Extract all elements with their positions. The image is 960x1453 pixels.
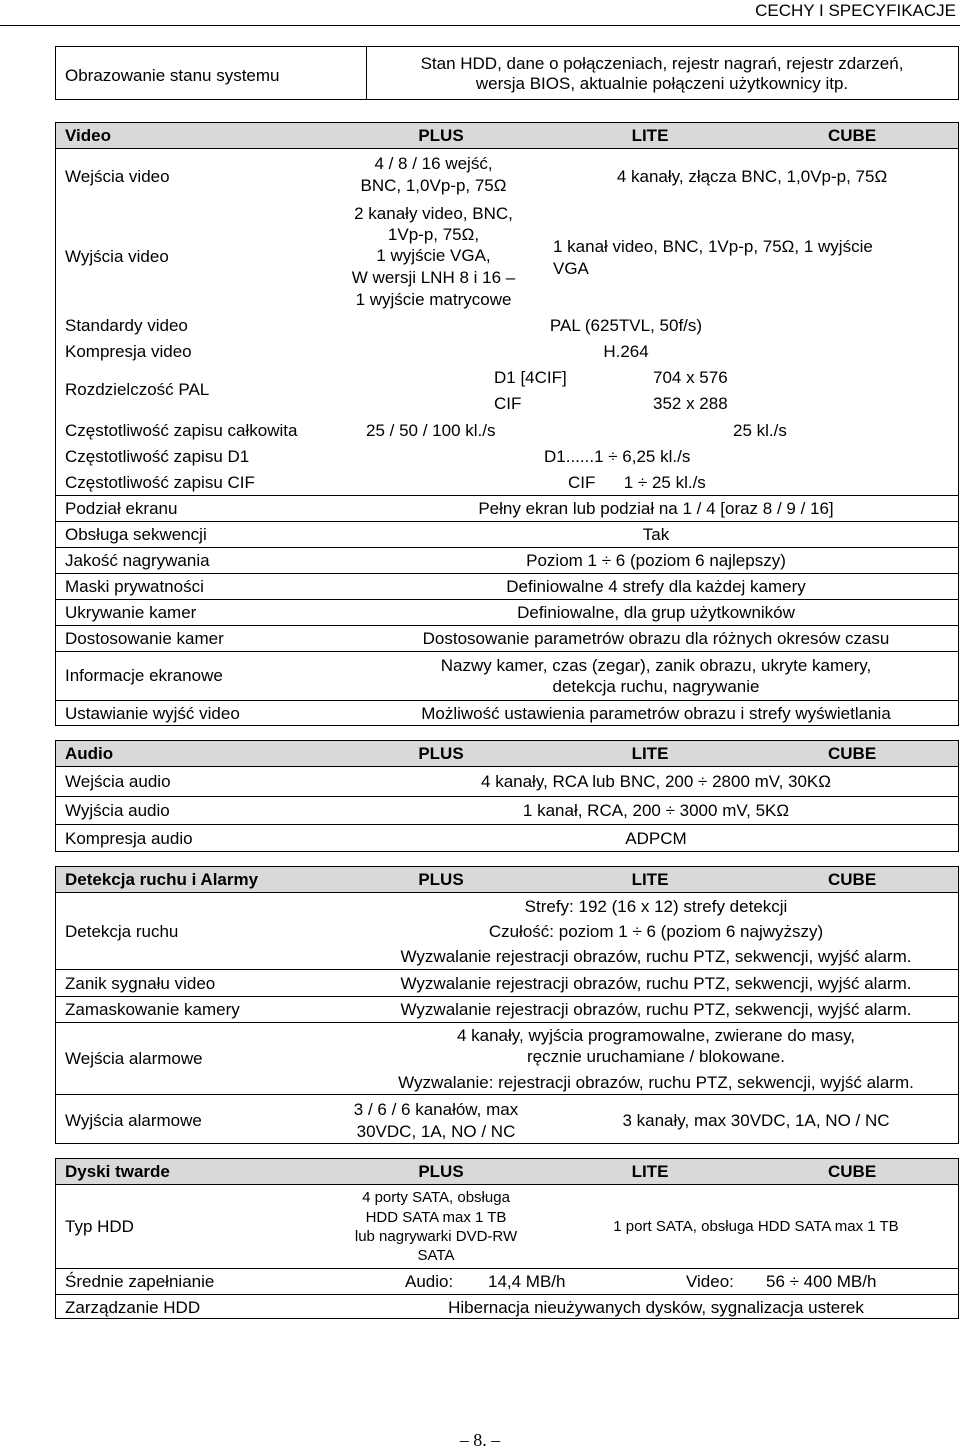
motion-label: Detekcja ruchu bbox=[65, 922, 179, 941]
signal-loss-value: Wyzwalanie rejestracji obrazów, ruchu PTZ, sekwencji, wyjść alarm. bbox=[400, 974, 912, 993]
video-row-label: Jakość nagrywania bbox=[65, 551, 210, 570]
audio-table bbox=[55, 740, 959, 852]
motion-line3: Wyzwalanie rejestracji obrazów, ruchu PTZ, sekwencji, wyjść alarm. bbox=[400, 947, 912, 966]
audio-row-label: Wyjścia audio bbox=[65, 801, 170, 820]
row-rule bbox=[56, 969, 958, 970]
row-rule bbox=[56, 521, 958, 522]
osd-value-line1: Nazwy kamer, czas (zegar), zanik obrazu, ukryte kamery, bbox=[440, 656, 872, 675]
signal-loss-label: Zanik sygnału video bbox=[65, 974, 216, 993]
system-status-value-line2: wersja BIOS, aktualnie połączeni użytkownicy itp. bbox=[475, 74, 849, 93]
video-outputs-rest-line1: 1 kanał video, BNC, 1Vp-p, 75Ω, 1 wyjście bbox=[553, 237, 873, 256]
alarm-head-cube: CUBE bbox=[828, 870, 877, 889]
row-rule bbox=[56, 1294, 958, 1295]
hdd-fill-label: Średnie zapełnianie bbox=[65, 1272, 215, 1291]
row-rule bbox=[56, 573, 958, 574]
video-table bbox=[55, 122, 959, 726]
system-status-table bbox=[55, 46, 959, 100]
alarm-table bbox=[55, 866, 959, 1144]
audio-head-label: Audio bbox=[65, 744, 114, 763]
video-standard-label: Standardy video bbox=[65, 316, 188, 335]
rate-cif-label: Częstotliwość zapisu CIF bbox=[65, 473, 255, 492]
alarm-head-plus: PLUS bbox=[418, 870, 464, 889]
audio-row-label: Kompresja audio bbox=[65, 829, 193, 848]
video-inputs-rest: 4 kanały, złącza BNC, 1,0Vp-p, 75Ω bbox=[616, 167, 888, 186]
alarm-outputs-plus-line1: 3 / 6 / 6 kanałów, max bbox=[353, 1100, 519, 1119]
hdd-mgmt-value: Hibernacja nieużywanych dysków, sygnalizacja usterek bbox=[448, 1298, 864, 1317]
video-resolution-d1: D1 [4CIF] bbox=[494, 368, 567, 387]
video-row-label: Ukrywanie kamer bbox=[65, 603, 197, 622]
row-rule bbox=[56, 547, 958, 548]
hdd-type-label: Typ HDD bbox=[65, 1217, 134, 1236]
rate-total-plus: 25 / 50 / 100 kl./s bbox=[366, 421, 496, 440]
audio-head-plus: PLUS bbox=[418, 744, 464, 763]
video-row-label: Obsługa sekwencji bbox=[65, 525, 207, 544]
hdd-fill-audio-value: 14,4 MB/h bbox=[488, 1272, 566, 1291]
video-resolution-cif: CIF bbox=[494, 394, 522, 413]
camera-mask-label: Zamaskowanie kamery bbox=[65, 1000, 240, 1019]
video-row-value: Pełny ekran lub podział na 1 / 4 [oraz 8 / 9 / 16] bbox=[478, 499, 834, 518]
output-setting-label: Ustawianie wyjść video bbox=[65, 704, 240, 723]
video-outputs-rest-line2: VGA bbox=[553, 259, 589, 278]
video-outputs-plus-line4: W wersji LNH 8 i 16 – bbox=[351, 268, 516, 287]
row-rule bbox=[56, 625, 958, 626]
audio-row-value: 4 kanały, RCA lub BNC, 200 ÷ 2800 mV, 30KΩ bbox=[481, 772, 831, 791]
rate-d1-value: D1......1 ÷ 6,25 kl./s bbox=[544, 447, 691, 466]
alarm-outputs-rest: 3 kanały, max 30VDC, 1A, NO / NC bbox=[622, 1111, 890, 1130]
video-outputs-plus-line1: 2 kanały video, BNC, bbox=[354, 204, 513, 223]
section-header: CECHY I SPECYFIKACJE bbox=[755, 1, 956, 20]
alarm-head-lite: LITE bbox=[631, 870, 669, 889]
video-row-value: Definiowalne 4 strefy dla każdej kamery bbox=[506, 577, 806, 596]
audio-row-value: ADPCM bbox=[625, 829, 687, 848]
alarm-inputs-line3: Wyzwalanie: rejestracji obrazów, ruchu PTZ, sekwencji, wyjść alarm. bbox=[398, 1073, 914, 1092]
alarm-outputs-plus-line2: 30VDC, 1A, NO / NC bbox=[356, 1122, 516, 1141]
video-row-value: Definiowalne, dla grup użytkowników bbox=[517, 603, 795, 622]
row-rule bbox=[56, 1268, 958, 1269]
video-resolution-label: Rozdzielczość PAL bbox=[65, 380, 210, 399]
system-status-label: Obrazowanie stanu systemu bbox=[65, 66, 280, 85]
video-head-cube: CUBE bbox=[828, 126, 877, 145]
row-rule bbox=[56, 1094, 958, 1095]
system-status-value-line1: Stan HDD, dane o połączeniach, rejestr nagrań, rejestr zdarzeń, bbox=[420, 54, 904, 73]
hdd-table bbox=[55, 1158, 959, 1319]
hdd-head-plus: PLUS bbox=[418, 1162, 464, 1181]
hdd-fill-audio-label: Audio: bbox=[405, 1272, 454, 1291]
header-rule bbox=[0, 25, 960, 26]
row-rule bbox=[56, 495, 958, 496]
camera-mask-value: Wyzwalanie rejestracji obrazów, ruchu PTZ, sekwencji, wyjść alarm. bbox=[400, 1000, 912, 1019]
audio-row-label: Wejścia audio bbox=[65, 772, 171, 791]
rate-total-label: Częstotliwość zapisu całkowita bbox=[65, 421, 298, 440]
rate-total-rest: 25 kl./s bbox=[733, 421, 787, 440]
audio-row-value: 1 kanał, RCA, 200 ÷ 3000 mV, 5KΩ bbox=[522, 801, 790, 820]
video-row-value: Poziom 1 ÷ 6 (poziom 6 najlepszy) bbox=[526, 551, 786, 570]
video-resolution-cif-value: 352 x 288 bbox=[653, 394, 728, 413]
alarm-inputs-line1: 4 kanały, wyjścia programowalne, zwierane do masy, bbox=[456, 1026, 856, 1045]
row-rule bbox=[56, 824, 958, 825]
video-standard-value: PAL (625TVL, 50f/s) bbox=[549, 316, 703, 335]
rate-cif-value: CIF 1 ÷ 25 kl./s bbox=[568, 473, 706, 492]
alarm-head-label: Detekcja ruchu i Alarmy bbox=[65, 870, 259, 889]
hdd-mgmt-label: Zarządzanie HDD bbox=[65, 1298, 201, 1317]
osd-value-line2: detekcja ruchu, nagrywanie bbox=[552, 677, 760, 696]
page-number: – 8. – bbox=[459, 1430, 501, 1450]
video-inputs-plus-line2: BNC, 1,0Vp-p, 75Ω bbox=[360, 176, 507, 195]
hdd-type-plus-line3: lub nagrywarki DVD-RW bbox=[354, 1228, 518, 1245]
video-inputs-plus-line1: 4 / 8 / 16 wejść, bbox=[374, 154, 493, 173]
video-row-label: Podział ekranu bbox=[65, 499, 178, 518]
video-resolution-d1-value: 704 x 576 bbox=[653, 368, 728, 387]
output-setting-value: Możliwość ustawienia parametrów obrazu i strefy wyświetlania bbox=[421, 704, 891, 723]
hdd-type-rest: 1 port SATA, obsługa HDD SATA max 1 TB bbox=[613, 1218, 899, 1235]
motion-line2: Czułość: poziom 1 ÷ 6 (poziom 6 najwyższy) bbox=[488, 922, 824, 941]
hdd-fill-video-label: Video: bbox=[686, 1272, 734, 1291]
motion-line1: Strefy: 192 (16 x 12) strefy detekcji bbox=[524, 897, 788, 916]
row-rule bbox=[56, 1022, 958, 1023]
video-inputs-label: Wejścia video bbox=[65, 167, 170, 186]
alarm-inputs-label: Wejścia alarmowe bbox=[65, 1049, 203, 1068]
hdd-type-plus-line1: 4 porty SATA, obsługa bbox=[362, 1189, 510, 1206]
video-outputs-plus-line5: 1 wyjście matrycowe bbox=[355, 290, 512, 309]
hdd-header-row bbox=[56, 1159, 958, 1185]
audio-head-lite: LITE bbox=[631, 744, 669, 763]
hdd-head-lite: LITE bbox=[631, 1162, 669, 1181]
osd-label: Informacje ekranowe bbox=[65, 666, 223, 685]
row-rule bbox=[56, 796, 958, 797]
row-rule bbox=[56, 651, 958, 652]
video-head-label: Video bbox=[65, 126, 111, 145]
hdd-head-label: Dyski twarde bbox=[65, 1162, 170, 1181]
video-head-plus: PLUS bbox=[418, 126, 464, 145]
rate-d1-label: Częstotliwość zapisu D1 bbox=[65, 447, 250, 466]
hdd-type-plus-line2: HDD SATA max 1 TB bbox=[365, 1209, 507, 1226]
video-compression-value: H.264 bbox=[603, 342, 649, 361]
audio-head-cube: CUBE bbox=[828, 744, 877, 763]
video-row-label: Maski prywatności bbox=[65, 577, 204, 596]
video-row-value: Dostosowanie parametrów obrazu dla różnych okresów czasu bbox=[422, 629, 890, 648]
hdd-head-cube: CUBE bbox=[828, 1162, 877, 1181]
video-compression-label: Kompresja video bbox=[65, 342, 192, 361]
hdd-fill-video-value: 56 ÷ 400 MB/h bbox=[766, 1272, 877, 1291]
video-head-lite: LITE bbox=[631, 126, 669, 145]
video-outputs-label: Wyjścia video bbox=[65, 247, 169, 266]
video-row-value: Tak bbox=[642, 525, 670, 544]
row-rule bbox=[56, 996, 958, 997]
video-row-label: Dostosowanie kamer bbox=[65, 629, 224, 648]
row-rule bbox=[56, 700, 958, 701]
hdd-type-plus-line4: SATA bbox=[417, 1247, 455, 1264]
video-header-row bbox=[56, 123, 958, 149]
row-rule bbox=[56, 599, 958, 600]
video-outputs-plus-line2: 1Vp-p, 75Ω, bbox=[387, 225, 480, 244]
video-outputs-plus-line3: 1 wyjście VGA, bbox=[376, 246, 491, 265]
alarm-inputs-line2: ręcznie uruchamiane / blokowane. bbox=[527, 1047, 785, 1066]
audio-header-row bbox=[56, 741, 958, 767]
alarm-outputs-label: Wyjścia alarmowe bbox=[65, 1111, 202, 1130]
